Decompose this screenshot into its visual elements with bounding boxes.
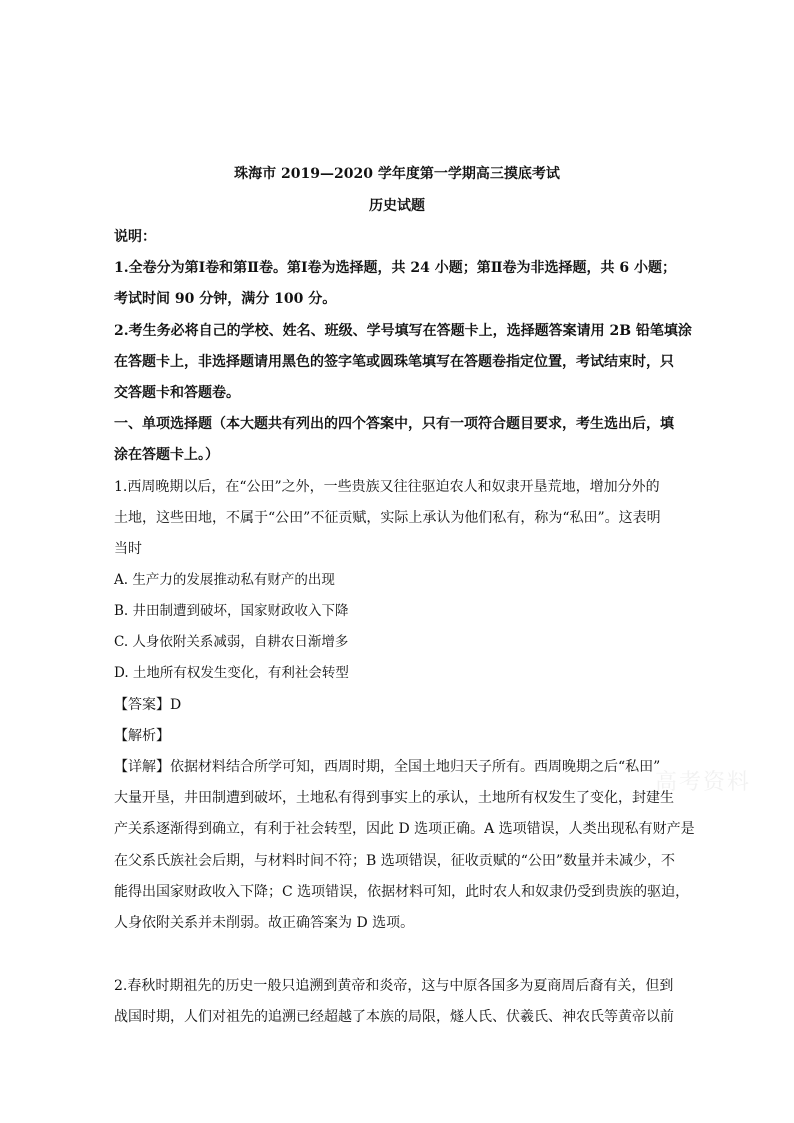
instructions-heading: 说明： [114,229,156,245]
question-1-stem-line-2: 土地，这些田地，不属于“公田”不征贡赋，实际上承认为他们私有，称为“私田”。这表明 [114,510,661,526]
question-1-option-a: A. 生产力的发展推动私有财产的出现 [114,572,335,588]
question-1-stem-line-1: 1.西周晚期以后，在“公田”之外，一些贵族又往往驱迫农人和奴隶开垦荒地，增加分外的 [114,479,660,495]
question-1-detail-line-2: 大量开垦，井田制遭到破坏，土地私有得到事实上的承认，土地所有权发生了变化，封建生 [114,790,674,806]
section-heading-line-1: 一、单项选择题（本大题共有列出的四个答案中，只有一项符合题目要求，考生选出后，填 [114,416,674,432]
instruction-1-line-2: 考试时间 90 分钟，满分 100 分。 [114,291,337,307]
question-1-detail-line-3: 产关系逐渐得到确立，有利于社会转型，因此 D 选项正确。A 选项错误，人类出现私有财产是 [114,821,695,837]
question-1-answer: 【答案】D [114,697,182,713]
question-1-detail-line-1: 【详解】依据材料结合所学可知，西周时期，全国土地归天子所有。西周晚期之后“私田” [114,759,661,775]
instruction-1-line-1: 1.全卷分为第Ⅰ卷和第Ⅱ卷。第Ⅰ卷为选择题，共 24 小题；第Ⅱ卷为非选择题，共 6 小题； [114,260,677,276]
question-1-detail-line-5: 能得出国家财政收入下降；C 选项错误，依据材料可知，此时农人和奴隶仍受到贵族的驱迫， [114,884,690,900]
question-1-detail-line-4: 在父系氏族社会后期，与材料时间不符；B 选项错误，征收贡赋的“公田”数量并未减少，不 [114,853,676,869]
question-1-stem-line-3: 当时 [114,541,142,557]
question-1-option-d: D. 土地所有权发生变化，有利社会转型 [114,665,349,681]
question-1-option-c: C. 人身依附关系减弱，自耕农日渐增多 [114,634,349,650]
question-1-option-b: B. 井田制遭到破坏，国家财政收入下降 [114,603,349,619]
exam-subtitle: 历史试题 [369,198,425,214]
exam-title: 珠海市 2019—2020 学年度第一学期高三摸底考试 [234,166,560,182]
instruction-2-line-2: 在答题卡上，非选择题请用黑色的签字笔或圆珠笔填写在答题卷指定位置，考试结束时，只 [114,354,674,370]
instruction-2-line-1: 2.考生务必将自己的学校、姓名、班级、学号填写在答题卡上，选择题答案请用 2B 铅笔填涂 [114,323,692,339]
question-1-detail-line-6: 人身依附关系并未削弱。故正确答案为 D 选项。 [114,915,415,931]
section-heading-line-2: 涂在答题卡上。） [114,447,219,463]
instruction-2-line-3: 交答题卡和答题卷。 [114,385,240,401]
question-2-stem-line-1: 2.春秋时期祖先的历史一般只追溯到黄帝和炎帝，这与中原各国多为夏商周后裔有关，但到 [114,978,674,994]
watermark: 高考资料 [655,770,752,795]
question-1-analysis-label: 【解析】 [114,728,170,744]
question-2-stem-line-2: 战国时期，人们对祖先的追溯已经超越了本族的局限，燧人氏、伏羲氏、神农氏等黄帝以前 [114,1009,674,1025]
